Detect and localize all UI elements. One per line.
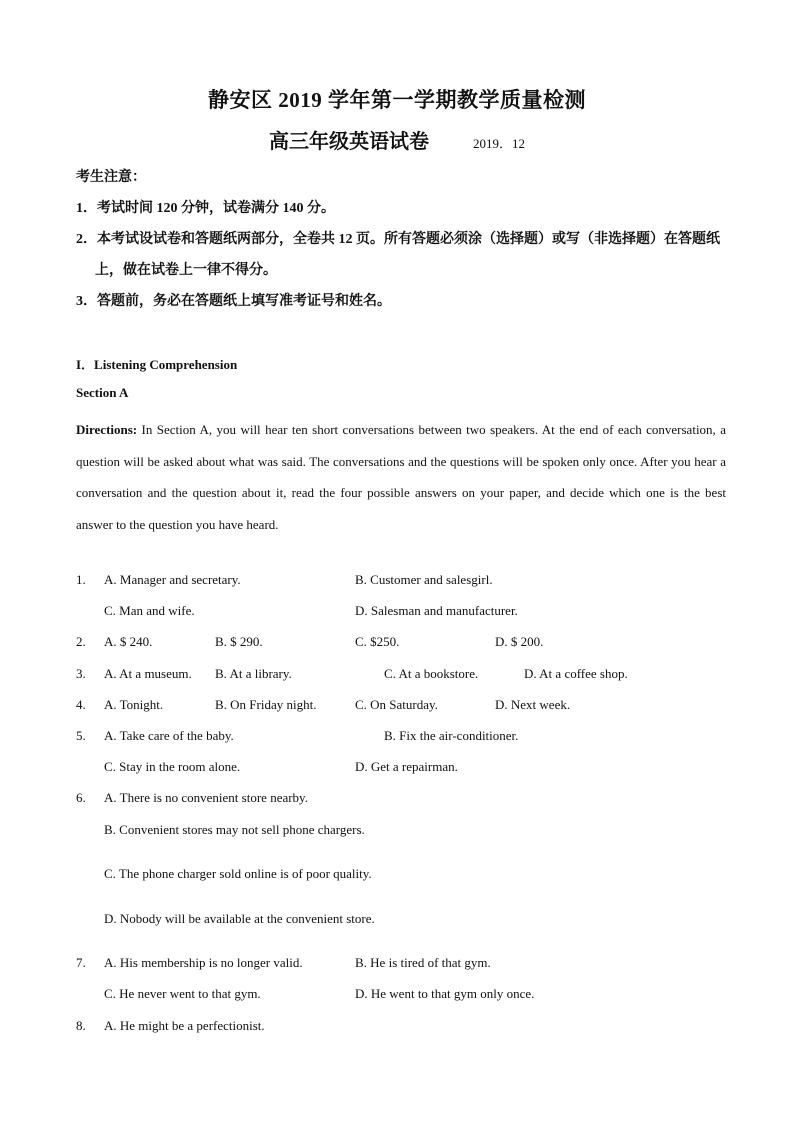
option-b: B. On Friday night. <box>215 697 317 712</box>
section-title: Section A <box>76 385 129 400</box>
option-a: A. Manager and secretary. <box>104 572 241 587</box>
exam-subtitle: 高三年级英语试卷 <box>268 131 429 153</box>
option-b: B. Customer and salesgirl. <box>355 572 493 587</box>
directions-paragraph <box>76 414 726 540</box>
option-a: A. Take care of the baby. <box>104 728 234 743</box>
question-number: 1. <box>76 572 86 587</box>
notes-heading: 考生注意： <box>76 170 146 185</box>
directions-label: Directions: <box>76 422 138 437</box>
option-b: B. He is tired of that gym. <box>355 955 491 970</box>
option-d: D. He went to that gym only once. <box>355 986 535 1001</box>
option-b: B. Fix the air-conditioner. <box>384 728 519 743</box>
option-d: D. At a coffee shop. <box>524 666 628 681</box>
exam-title: 静安区 2019 学年第一学期教学质量检测 <box>208 88 586 112</box>
option-a: A. At a museum. <box>104 666 192 681</box>
question-number: 3. <box>76 666 86 681</box>
option-d: D. Salesman and manufacturer. <box>355 603 518 618</box>
question-number: 2. <box>76 634 86 649</box>
exam-subtitle-line <box>0 125 794 154</box>
option-d: D. Nobody will be available at the convenient store. <box>104 911 375 926</box>
directions-text: In Section A, you will hear ten short conversations between two speakers. At the end of each conversation, a question will be asked about what was said. The conversations and the questions will be spoken only once. After you hear a conversation and the question about it, read the four possible answers on your paper, and decide which one is the best answer to the question you have heard. <box>76 422 726 532</box>
option-a: A. There is no convenient store nearby. <box>104 790 308 805</box>
option-c: C. $250. <box>355 634 400 649</box>
option-b: B. Convenient stores may not sell phone chargers. <box>104 822 365 837</box>
question-number: 7. <box>76 955 86 970</box>
question-number: 4. <box>76 697 86 712</box>
option-c: C. Stay in the room alone. <box>104 759 241 774</box>
option-d: D. Next week. <box>495 697 571 712</box>
option-c: C. He never went to that gym. <box>104 986 261 1001</box>
note-item-1: 1．考试时间 120 分钟，试卷满分 140 分。 <box>76 201 335 216</box>
question-number: 8. <box>76 1018 86 1033</box>
note-item-2-cont: 上，做在试卷上一律不得分。 <box>95 263 277 278</box>
option-b: B. At a library. <box>215 666 292 681</box>
option-c: C. On Saturday. <box>355 697 438 712</box>
note-item-2: 2．本考试设试卷和答题纸两部分，全卷共 12 页。所有答题必须涂（选择题）或写（非选择题）在答题纸 <box>76 232 720 247</box>
question-number: 5. <box>76 728 86 743</box>
exam-date: 2019．12 <box>472 136 525 151</box>
option-a: A. His membership is no longer valid. <box>104 955 303 970</box>
option-c: C. At a bookstore. <box>384 666 479 681</box>
note-item-3: 3．答题前，务必在答题纸上填写准考证号和姓名。 <box>76 294 391 309</box>
option-c: C. The phone charger sold online is of poor quality. <box>104 866 372 881</box>
option-d: D. Get a repairman. <box>355 759 458 774</box>
option-d: D. $ 200. <box>495 634 544 649</box>
option-c: C. Man and wife. <box>104 603 195 618</box>
question-number: 6. <box>76 790 86 805</box>
part-title: I．Listening Comprehension <box>76 357 238 372</box>
option-a: A. $ 240. <box>104 634 153 649</box>
option-a: A. Tonight. <box>104 697 164 712</box>
option-a: A. He might be a perfectionist. <box>104 1018 265 1033</box>
option-b: B. $ 290. <box>215 634 263 649</box>
